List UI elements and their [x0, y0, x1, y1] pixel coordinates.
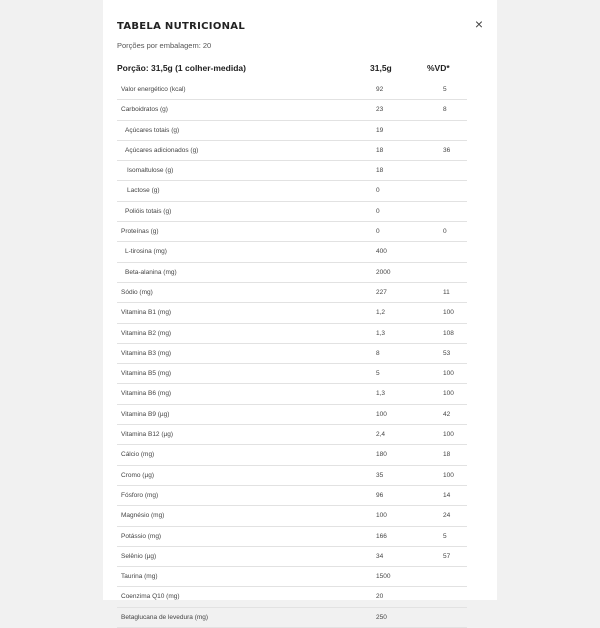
nutrient-label: Sódio (mg)	[121, 288, 153, 296]
nutrient-label: Fósforo (mg)	[121, 491, 159, 499]
close-icon[interactable]: ×	[474, 16, 484, 32]
table-row	[117, 384, 467, 404]
nutrient-amount: 1,3	[376, 329, 386, 337]
nutrient-label: Taurina (mg)	[121, 573, 158, 581]
table-header	[117, 63, 467, 77]
nutrient-vd: 5	[443, 532, 447, 540]
nutrient-amount: 2,4	[376, 431, 386, 439]
nutrient-amount: 250	[376, 613, 387, 621]
table-row	[117, 181, 467, 201]
nutrient-amount: 227	[376, 288, 387, 296]
nutrient-label: Beta-alanina (mg)	[125, 268, 177, 276]
table-row	[117, 364, 467, 384]
table-row	[117, 80, 467, 100]
nutrient-vd: 100	[443, 370, 454, 378]
nutrient-amount: 0	[376, 207, 380, 215]
nutrient-amount: 1,3	[376, 390, 386, 398]
nutrient-amount: 100	[376, 512, 387, 520]
nutrient-amount: 180	[376, 451, 387, 459]
table-row	[117, 283, 467, 303]
nutrient-vd: 100	[443, 390, 454, 398]
nutrient-label: Vitamina B1 (mg)	[121, 309, 172, 317]
table-row	[117, 445, 467, 465]
nutrient-amount: 0	[376, 228, 380, 236]
header-vd: %VD*	[427, 63, 450, 73]
header-portion-label: Porção: 31,5g (1 colher-medida)	[117, 63, 246, 73]
nutrient-label: Vitamina B9 (µg)	[121, 410, 170, 418]
nutrient-amount: 92	[376, 86, 384, 93]
table-row	[117, 567, 467, 587]
table-row	[117, 222, 467, 242]
servings-per-package: Porções por embalagem: 20	[117, 41, 212, 50]
nutrient-label: L-tirosina (mg)	[125, 248, 167, 256]
nutrient-label: Proteínas (g)	[121, 228, 159, 236]
nutrient-amount: 1500	[376, 573, 391, 581]
nutrient-label: Vitamina B3 (mg)	[121, 349, 172, 357]
table-row	[117, 506, 467, 526]
nutrient-amount: 8	[376, 349, 380, 357]
nutrient-label: Cromo (µg)	[121, 471, 154, 479]
nutrient-amount: 20	[376, 593, 384, 601]
table-row	[117, 324, 467, 344]
header-amount: 31,5g	[370, 63, 392, 73]
nutrient-label: Vitamina B2 (mg)	[121, 329, 172, 337]
table-row	[117, 608, 467, 628]
table-row	[117, 486, 467, 506]
nutrient-label: Vitamina B6 (mg)	[121, 390, 172, 398]
nutrient-label: Cálcio (mg)	[121, 451, 155, 459]
nutrient-vd: 14	[443, 491, 451, 499]
table-row	[117, 527, 467, 547]
nutrient-amount: 100	[376, 410, 387, 418]
table-row	[117, 425, 467, 445]
nutrient-label: Potássio (mg)	[121, 532, 162, 540]
nutrient-label: Selênio (µg)	[121, 552, 157, 560]
nutrient-label: Vitamina B12 (µg)	[121, 431, 174, 439]
nutrient-label: Lactose (g)	[127, 187, 160, 195]
nutrient-label: Magnésio (mg)	[121, 512, 165, 520]
nutrient-vd: 0	[443, 228, 447, 236]
nutrient-vd: 57	[443, 552, 451, 560]
nutrient-label: Coenzima Q10 (mg)	[121, 593, 180, 601]
nutrient-vd: 36	[443, 146, 451, 154]
nutrient-label: Isomaltulose (g)	[127, 167, 174, 175]
nutrient-vd: 100	[443, 309, 454, 317]
nutrient-amount: 166	[376, 532, 387, 540]
panel-title: TABELA NUTRICIONAL	[117, 21, 246, 32]
table-row	[117, 466, 467, 486]
table-row	[117, 161, 467, 181]
table-row	[117, 202, 467, 222]
nutrient-label: Açúcares totais (g)	[125, 126, 180, 134]
table-row	[117, 303, 467, 323]
table-row	[117, 100, 467, 120]
nutrient-amount: 18	[376, 167, 384, 175]
table-row	[117, 141, 467, 161]
nutrient-vd: 8	[443, 106, 447, 114]
nutrient-amount: 0	[376, 187, 380, 195]
nutrient-vd: 53	[443, 349, 451, 357]
table-row	[117, 547, 467, 567]
nutrient-amount: 19	[376, 126, 384, 134]
nutrient-label: Açúcares adicionados (g)	[125, 146, 199, 154]
nutrient-label: Carboidratos (g)	[121, 106, 168, 114]
nutrient-vd: 108	[443, 329, 454, 337]
table-row	[117, 587, 467, 607]
nutrient-vd: 11	[443, 288, 450, 296]
nutrient-amount: 23	[376, 106, 384, 114]
nutrient-amount: 1,2	[376, 309, 386, 317]
nutrient-label: Vitamina B5 (mg)	[121, 370, 172, 378]
nutrient-amount: 34	[376, 552, 384, 560]
nutrient-label: Polióis totais (g)	[125, 207, 172, 215]
nutrient-amount: 18	[376, 146, 384, 154]
nutrient-vd: 5	[443, 86, 447, 93]
nutrient-vd: 18	[443, 451, 451, 459]
table-row	[117, 121, 467, 141]
nutrient-label: Betaglucana de levedura (mg)	[121, 613, 209, 621]
nutrient-amount: 400	[376, 248, 387, 256]
nutrient-vd: 100	[443, 471, 454, 479]
nutrition-table	[117, 80, 467, 628]
nutrient-amount: 5	[376, 370, 380, 378]
nutrient-vd: 100	[443, 431, 454, 439]
nutrition-panel	[103, 0, 497, 621]
nutrient-vd: 42	[443, 410, 451, 418]
nutrient-amount: 35	[376, 471, 384, 479]
nutrient-vd: 24	[443, 512, 451, 520]
nutrient-amount: 96	[376, 491, 384, 499]
table-row	[117, 405, 467, 425]
table-row	[117, 263, 467, 283]
table-row	[117, 242, 467, 262]
nutrient-amount: 2000	[376, 268, 391, 276]
nutrient-label: Valor energético (kcal)	[121, 86, 186, 93]
table-row	[117, 344, 467, 364]
